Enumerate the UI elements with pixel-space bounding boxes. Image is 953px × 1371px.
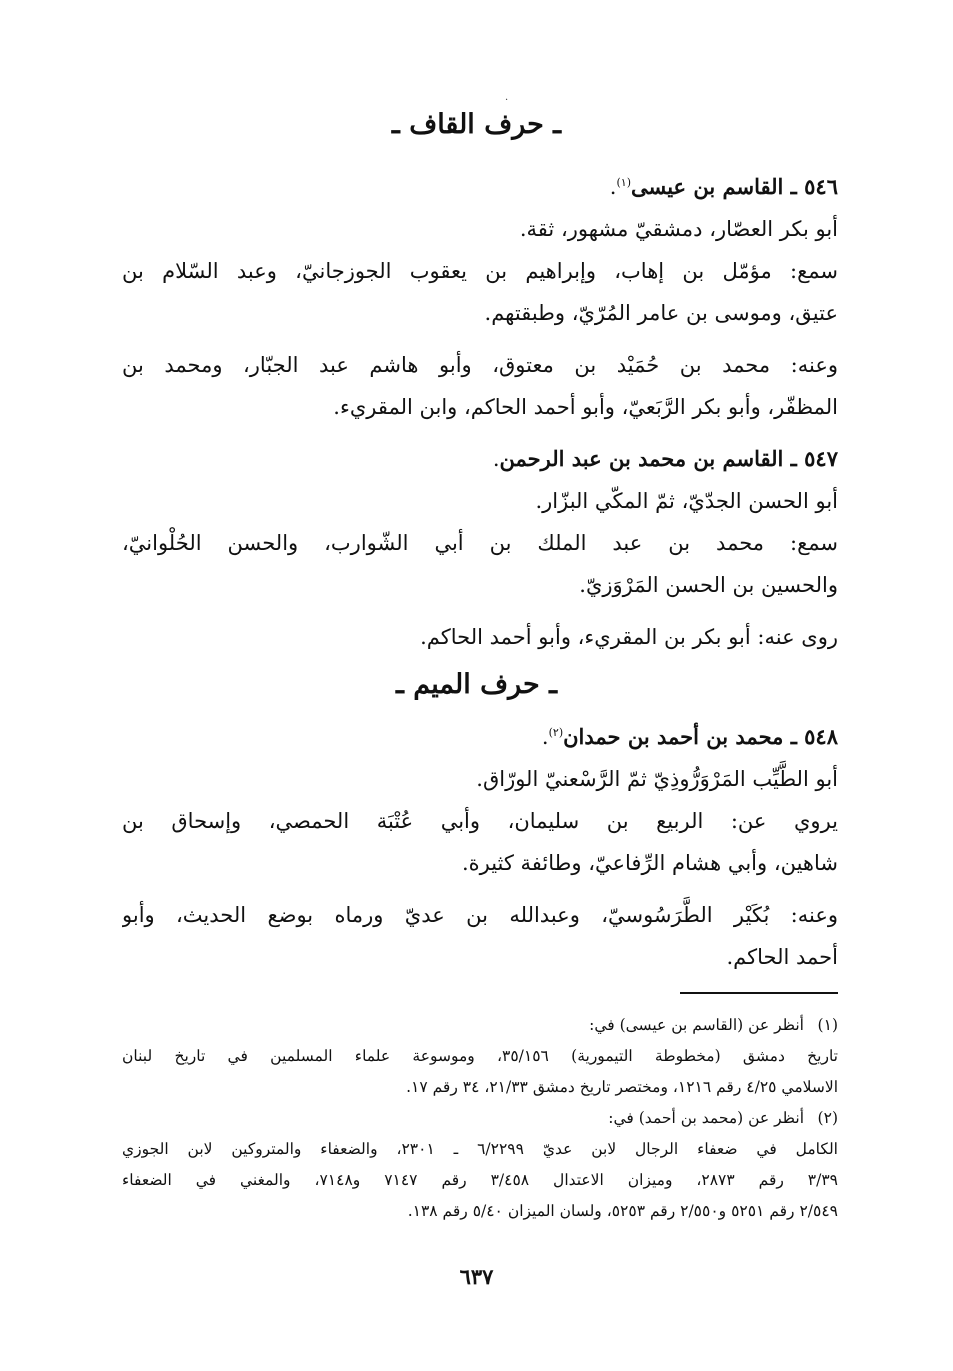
entry-546-title: ٥٤٦ ـ القاسم بن عيسى xyxy=(630,174,838,199)
footnote-1-line-2: الاسلامي ٤/٢٥ رقم ١٢١٦، ومختصر تاريخ دمشق ٢١/٣٣، ٣٤ رقم ١٧. xyxy=(406,1078,838,1096)
entry-547-rawa: روى عنه: أبو بكر بن المقريء، وأبو أحمد الحاكم. xyxy=(420,625,838,649)
spacer xyxy=(122,428,838,438)
footnote-2-intro xyxy=(122,1103,838,1134)
header-tick-mark: · xyxy=(505,95,509,106)
page-number: ٦٣٧ xyxy=(459,1264,494,1289)
entry-547-title-end: . xyxy=(492,447,500,471)
footnote-2-line-3: ٢/٥٤٩ رقم ٥٢٥١ و٢/٥٥٠ رقم ٥٢٥٣، ولسان الميزان ٥/٤٠ رقم ١٣٨. xyxy=(407,1202,838,1220)
entry-548-title-end: . xyxy=(541,725,549,749)
spacer xyxy=(122,606,838,616)
entry-546-title-end: . xyxy=(609,175,617,199)
footnote-1-number: (١) xyxy=(817,1016,838,1034)
entry-546-heading xyxy=(122,162,838,208)
footnote-ref-1[interactable]: (١) xyxy=(616,176,631,189)
footnote-ref-2[interactable]: (٢) xyxy=(548,726,564,739)
entries-block-mim xyxy=(122,712,838,978)
entry-548-title: ٥٤٨ ـ محمد بن أحمد بن حمدان xyxy=(563,724,838,749)
entry-546-anhu-1: وعنه: محمد بن حُمَيْد بن معتوق، وأبو هاشم عبد الجبّار، ومحمد بن xyxy=(122,353,838,377)
footnote-2-number: (٢) xyxy=(817,1109,838,1127)
entry-546-line-2: سمع: مؤمّل بن إهاب، وإبراهيم بن يعقوب الجوزجانيّ، وعبد السّلام بن xyxy=(122,259,838,283)
entry-548-line-3: شاهين، وأبي هشام الرِّفاعيّ، وطائفة كثيرة. xyxy=(461,851,838,875)
entry-548-anhu-1: وعنه: بُكَيْر الطَّرَسُوسيّ، وعبدالله بن عديّ ورماه بوضع الحديث، وأبو xyxy=(122,903,838,927)
footnote-2-line-2: ٣/٣٩ رقم ٢٨٧٣، وميزان الاعتدال ٣/٤٥٨ رقم ٧١٤٧ و٧١٤٨، والمغني في الضعفاء xyxy=(122,1171,838,1189)
entry-547-heading xyxy=(122,438,838,480)
spacer xyxy=(122,334,838,344)
entry-548-line-1: أبو الطَّيِّب المَرْوَرُّوذِيّ ثمّ الرَّسْعنيّ الورّاق. xyxy=(476,767,838,791)
footnote-1-intro xyxy=(122,1010,838,1041)
entry-546-line-3: عتيق، وموسى بن عامر المُرّيّ، وطبقتهم. xyxy=(484,301,838,325)
section-title-mim: ـ حرف الميم ـ xyxy=(395,669,558,700)
entry-547-line-3: والحسين بن الحسن المَرْوَزيّ. xyxy=(579,573,838,597)
footnote-1-intro-text: أنظر عن (القاسم بن عيسى) في: xyxy=(589,1016,804,1034)
footnotes-block xyxy=(122,1010,838,1227)
footnote-1-line-1: تاريخ دمشق (مخطوطة التيمورية) ٣٥/١٥٦، وموسوعة علماء المسلمين في تاريخ لبنان xyxy=(122,1047,838,1065)
entry-546-anhu-2: المظفّر، وأبو بكر الرَّبَعيّ، وأبو أحمد الحاكم، وابن المقريء. xyxy=(333,395,838,419)
footnote-divider xyxy=(680,992,838,994)
entry-546-line-1: أبو بكر العصّار، دمشقيّ مشهور، ثقة. xyxy=(519,217,838,241)
entry-548-line-2: يروي عن: الربيع بن سليمان، وأبي عُتْبَة الحمصي، وإسحاق بن xyxy=(122,809,838,833)
section-title-qaf: ـ حرف القاف ـ xyxy=(391,109,562,140)
entry-548-anhu-2: أحمد الحاكم. xyxy=(726,945,838,969)
entry-548-heading xyxy=(122,712,838,758)
entry-547-line-1: أبو الحسن الجدّيّ، ثمّ المكّي البزّار. xyxy=(535,489,838,513)
entries-block xyxy=(122,162,838,658)
entry-547-title: ٥٤٧ ـ القاسم بن محمد بن عبد الرحمن xyxy=(499,446,838,471)
footnote-2-line-1: الكامل في ضعفاء الرجال لابن عديّ ٦/٢٢٩٩ ـ ٢٣٠١، والضعفاء والمتروكين لابن الجوزي xyxy=(122,1140,838,1158)
spacer xyxy=(122,884,838,894)
footnote-2-intro-text: أنظر عن (محمد بن أحمد) في: xyxy=(608,1109,804,1127)
entry-547-line-2: سمع: محمد بن عبد الملك بن أبي الشّوارب، والحسن الحُلْوانيّ، xyxy=(122,531,838,555)
